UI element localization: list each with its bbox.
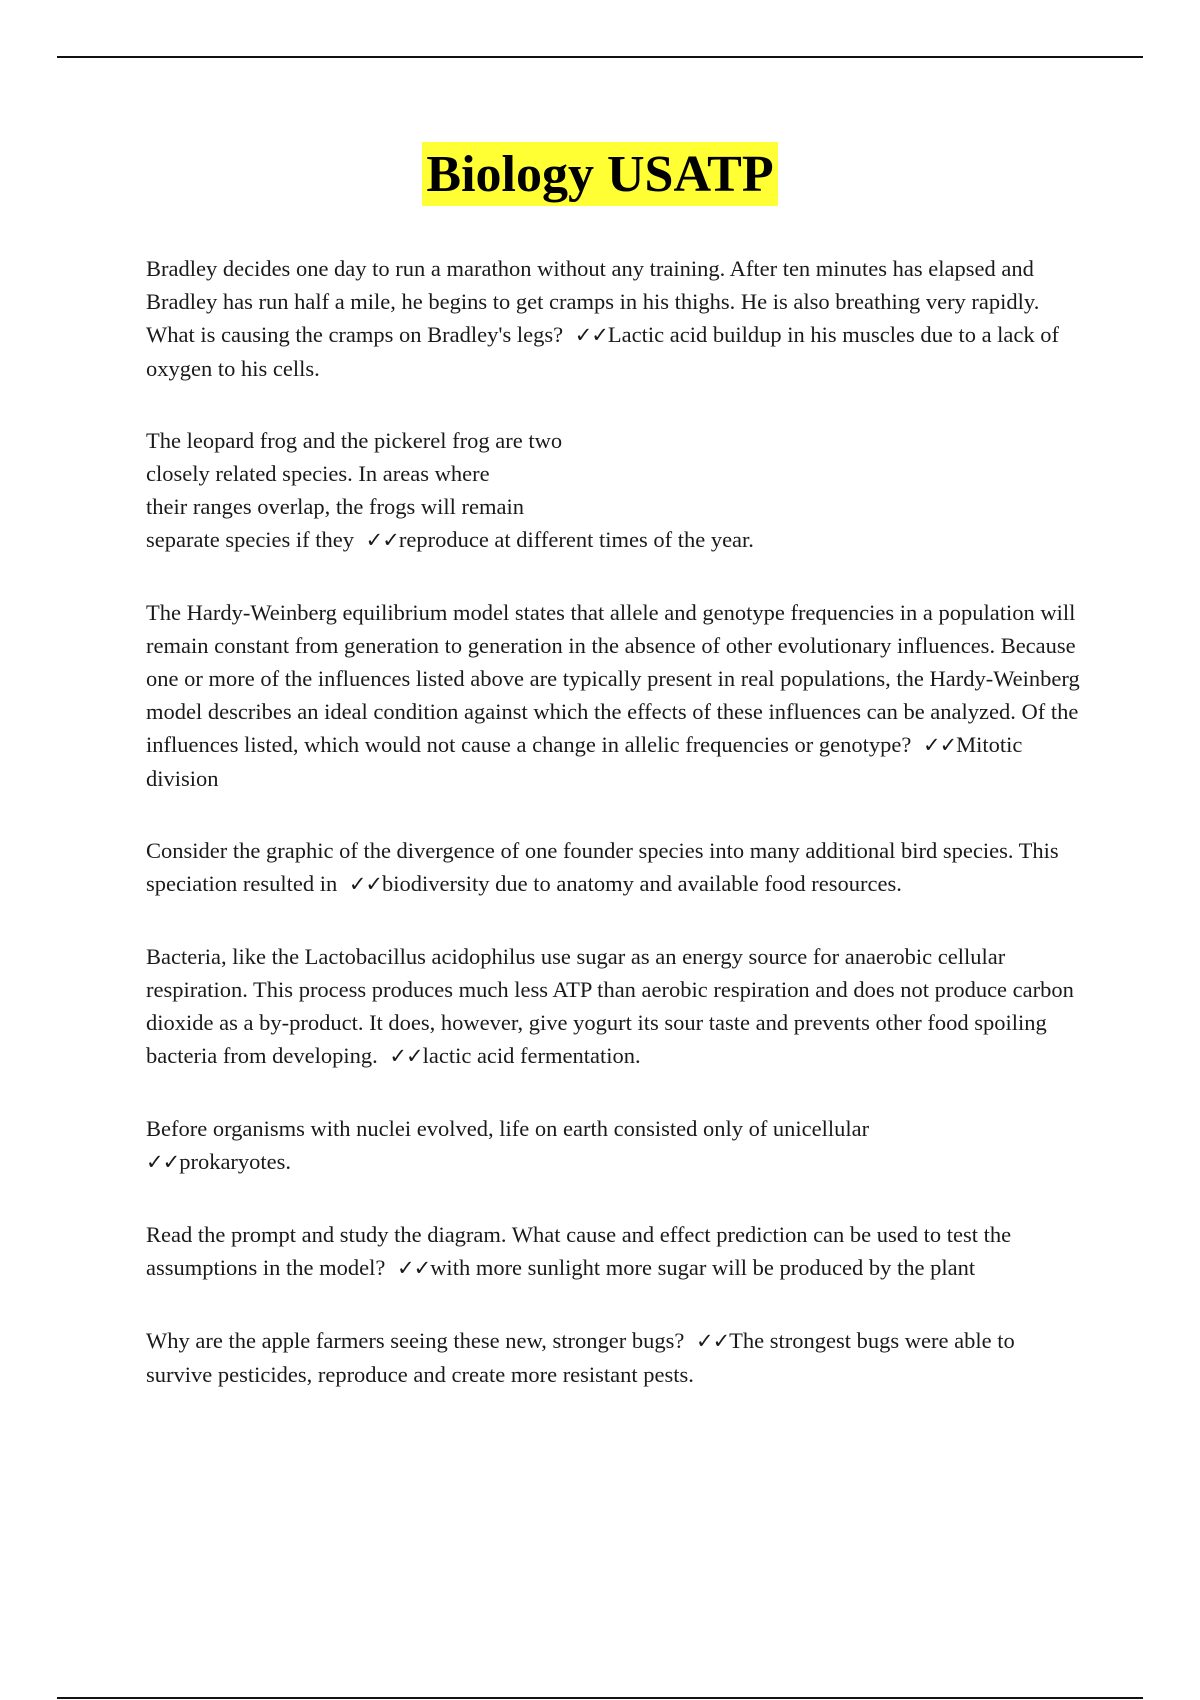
qa-item xyxy=(146,424,1086,557)
double-check-icon: ✓✓ xyxy=(695,1329,730,1353)
answer-text: prokaryotes. xyxy=(179,1149,292,1174)
question-line-last xyxy=(146,523,1086,557)
question-text: Consider the graphic of the divergence of one founder species into many additional bird species. This speciation resulted in xyxy=(146,838,1059,896)
question-line: separate species if they xyxy=(146,527,355,552)
question-text: Why are the apple farmers seeing these new, stronger bugs? xyxy=(146,1328,685,1353)
question-text: Read the prompt and study the diagram. What cause and effect prediction can be used to test the assumptions in the model? xyxy=(146,1222,1012,1280)
answer-text: lactic acid fermentation. xyxy=(422,1043,641,1068)
qa-item xyxy=(146,940,1086,1073)
double-check-icon: ✓✓ xyxy=(389,1044,423,1068)
qa-item xyxy=(146,834,1086,901)
double-check-icon: ✓✓ xyxy=(574,323,608,347)
answer-line xyxy=(146,1145,1086,1179)
qa-item xyxy=(146,252,1086,385)
answer-text: biodiversity due to anatomy and available food resources. xyxy=(382,871,902,896)
top-rule xyxy=(57,56,1143,58)
double-check-icon: ✓✓ xyxy=(365,528,399,552)
bottom-rule xyxy=(57,1697,1143,1699)
answer-text: Lactic acid buildup in his muscles due to a lack of oxygen to his cells. xyxy=(146,322,1060,381)
document-title: Biology USATP xyxy=(422,142,777,206)
double-check-icon: ✓✓ xyxy=(922,733,957,757)
qa-item xyxy=(146,1324,1086,1391)
double-check-icon: ✓✓ xyxy=(348,872,383,896)
question-text: The Hardy-Weinberg equilibrium model states that allele and genotype frequencies in a population will remain constant from generation to generation in the absence of other evolutionary influences. Because one or more of the influences listed above are typically present in real populations, the Hardy-Weinberg model describes an ideal condition against which the effects of these influences can be analyzed. Of the influences listed, which would not cause a change in allelic frequencies or genotype? xyxy=(146,600,1080,757)
question-line: their ranges overlap, the frogs will remain xyxy=(146,494,524,519)
qa-item xyxy=(146,596,1086,795)
question-line: The leopard frog and the pickerel frog are two xyxy=(146,428,563,453)
double-check-icon: ✓✓ xyxy=(396,1256,431,1280)
document-body xyxy=(146,252,1086,1430)
answer-text: The strongest bugs were able to survive pesticides, reproduce and create more resistant pests. xyxy=(146,1328,1015,1387)
title-container xyxy=(0,142,1200,206)
question-line: closely related species. In areas where xyxy=(146,461,490,486)
answer-text: with more sunlight more sugar will be produced by the plant xyxy=(430,1255,976,1280)
double-check-icon: ✓✓ xyxy=(146,1150,180,1174)
answer-text: reproduce at different times of the year. xyxy=(398,527,754,552)
question-text: Bacteria, like the Lactobacillus acidophilus use sugar as an energy source for anaerobic cellular respiration. This process produces much less ATP than aerobic respiration and does not produce carbon dioxide as a by-product. It does, however, give yogurt its sour taste and prevents other food spoiling bacteria from developing. xyxy=(146,944,1074,1068)
question-text: Before organisms with nuclei evolved, life on earth consisted only of unicellular xyxy=(146,1116,870,1141)
qa-item xyxy=(146,1112,1086,1179)
qa-item xyxy=(146,1218,1086,1285)
answer-text: Mitotic division xyxy=(146,732,1023,791)
question-text: Bradley decides one day to run a marathon without any training. After ten minutes has elapsed and Bradley has run half a mile, he begins to get cramps in his thighs. He is also breathing very rapidly. What is causing the cramps on Bradley's legs? xyxy=(146,256,1040,347)
